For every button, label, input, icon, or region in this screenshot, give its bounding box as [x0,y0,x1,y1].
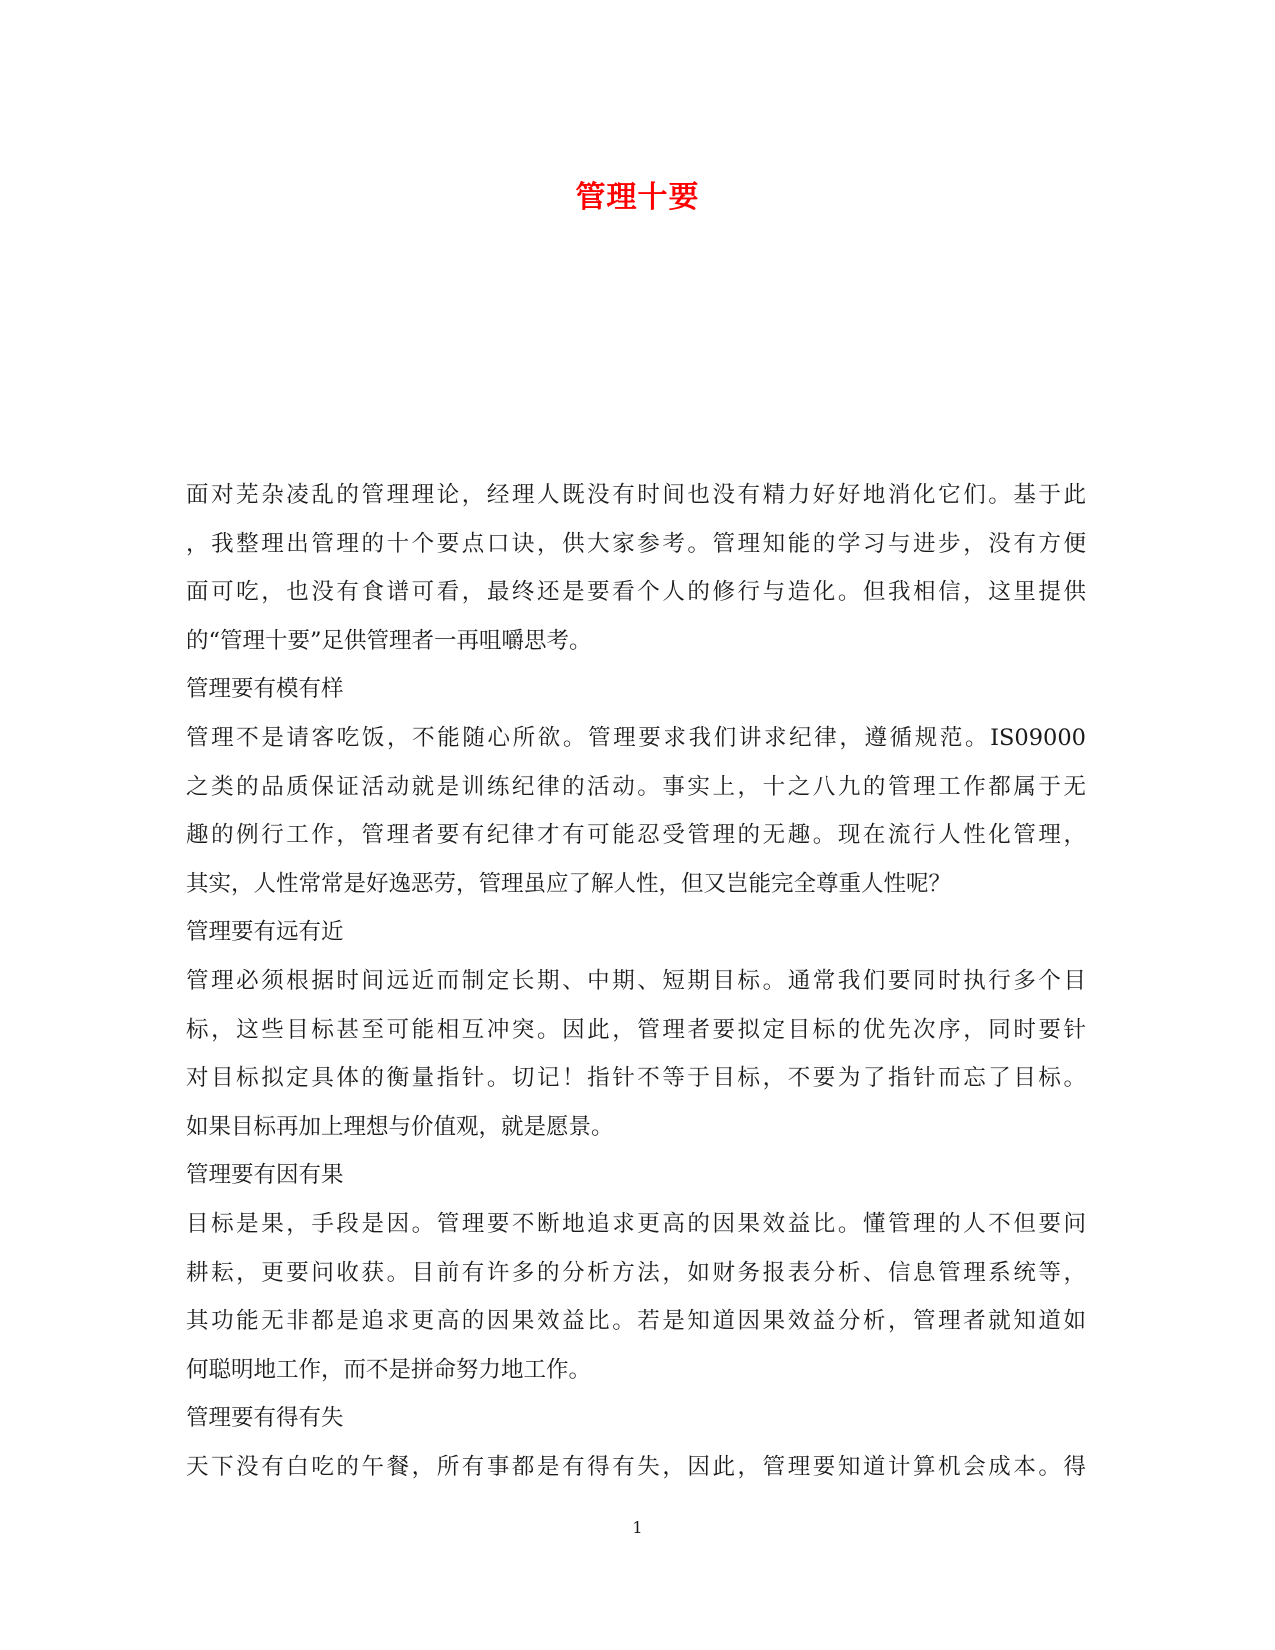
paragraph-line: 管理不是请客吃饭，不能随心所欲。管理要求我们讲求纪律，遵循规范。IS09000 [186,724,1086,751]
paragraph-line: 面可吃，也没有食谱可看，最终还是要看个人的修行与造化。但我相信，这里提供 [186,579,1086,606]
paragraph-line: 何聪明地工作，而不是拼命努力地工作。 [186,1356,592,1383]
paragraph-line: 标，这些目标甚至可能相互冲突。因此，管理者要拟定目标的优先次序，同时要针 [186,1016,1086,1043]
paragraph-line: 天下没有白吃的午餐，所有事都是有得有失，因此，管理要知道计算机会成本。得 [186,1453,1086,1480]
paragraph-line: 目标是果，手段是因。管理要不断地追求更高的因果效益比。懂管理的人不但要问 [186,1210,1086,1237]
document-title: 管理十要 [575,180,700,215]
section-heading: 管理要有远有近 [186,919,344,946]
paragraph-line: 面对芜杂凌乱的管理理论，经理人既没有时间也没有精力好好地消化它们。基于此 [186,482,1086,508]
page-number: 1 [632,1518,643,1537]
paragraph-line: 对目标拟定具体的衡量指针。切记！指针不等于目标，不要为了指针而忘了目标。 [186,1065,1086,1092]
paragraph-line: 耕耘，更要问收获。目前有许多的分析方法，如财务报表分析、信息管理系统等， [186,1259,1086,1286]
paragraph-line: 管理必须根据时间远近而制定长期、中期、短期目标。通常我们要同时执行多个目 [186,967,1086,994]
section-heading: 管理要有因有果 [186,1162,344,1189]
section-heading: 管理要有得有失 [186,1405,344,1432]
paragraph-line: 其实，人性常常是好逸恶劳，管理虽应了解人性，但又岂能完全尊重人性呢？ [186,870,952,897]
paragraph-line: 的“管理十要”足供管理者一再咀嚼思考。 [186,627,592,654]
paragraph-line: 其功能无非都是追求更高的因果效益比。若是知道因果效益分析，管理者就知道如 [186,1308,1086,1335]
section-heading: 管理要有模有样 [186,676,344,703]
paragraph-line: 趣的例行工作，管理者要有纪律才有可能忍受管理的无趣。现在流行人性化管理， [186,822,1086,849]
paragraph-line: 之类的品质保证活动就是训练纪律的活动。事实上，十之八九的管理工作都属于无 [186,773,1086,800]
paragraph-line: ，我整理出管理的十个要点口诀，供大家参考。管理知能的学习与进步，没有方便 [186,530,1086,557]
document-body [186,471,1086,1491]
paragraph-line: 如果目标再加上理想与价值观，就是愿景。 [186,1113,614,1140]
